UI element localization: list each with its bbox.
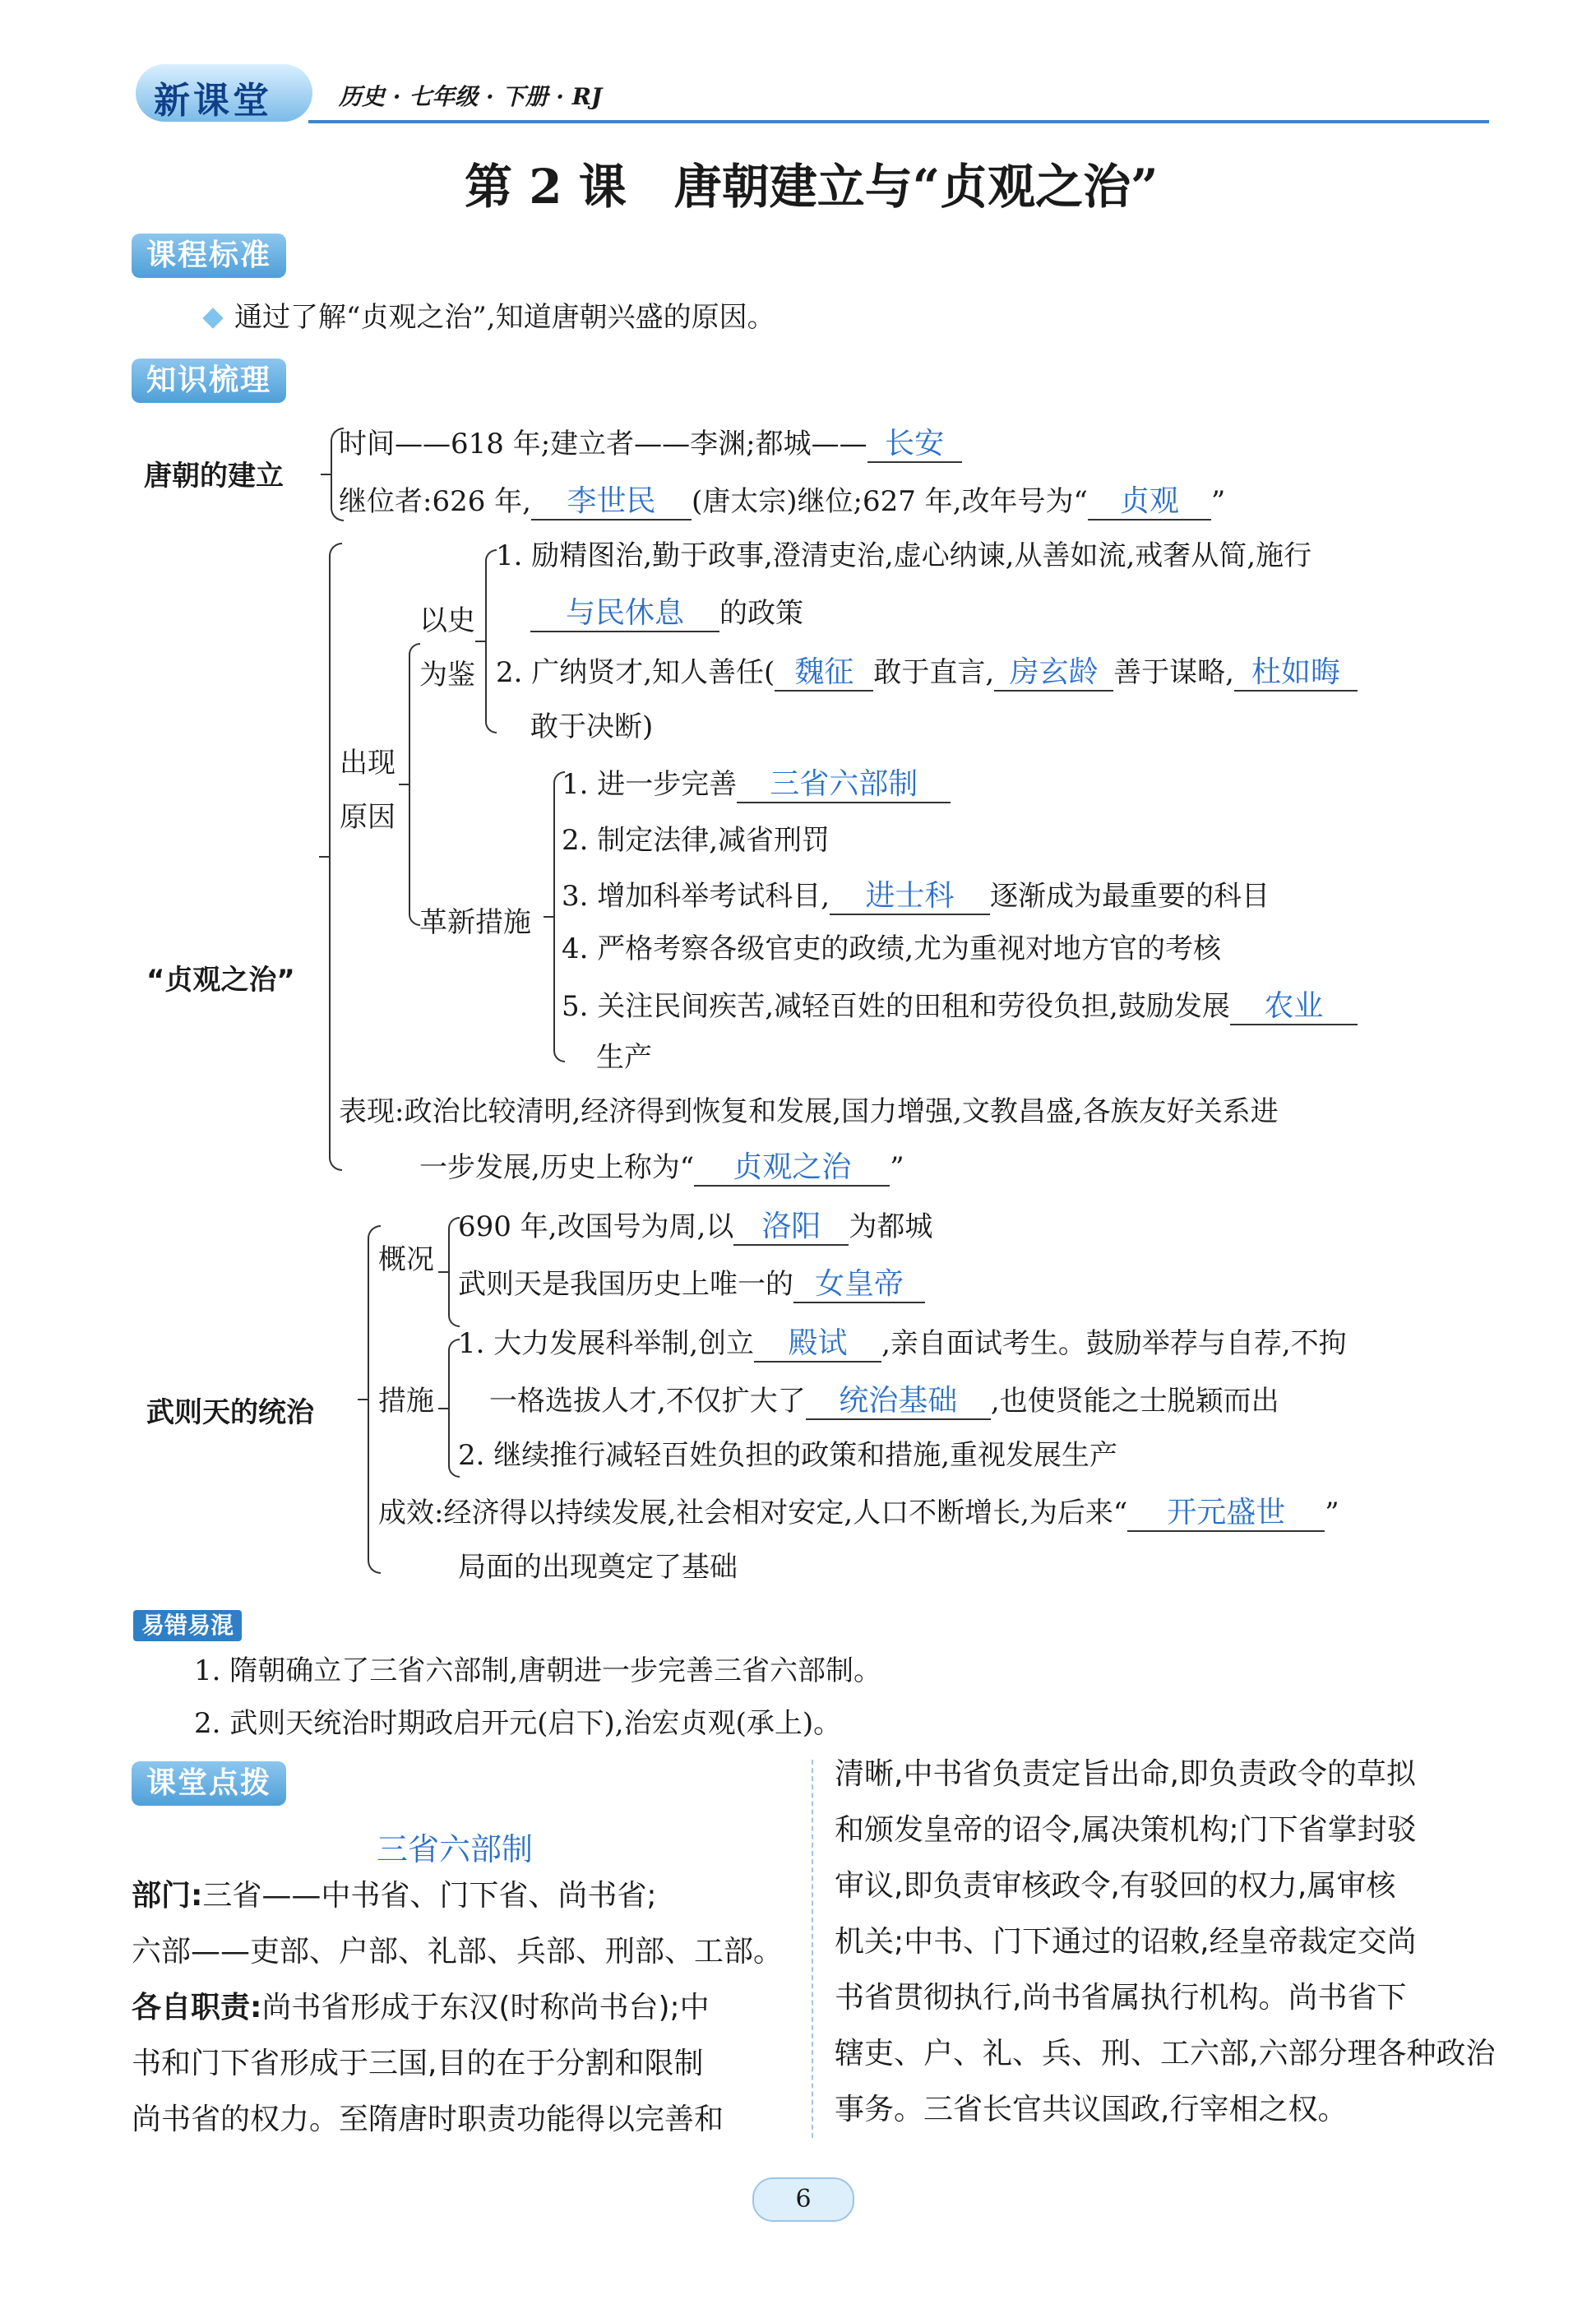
answer-zhenguanzhizhi: 贞观之治 — [694, 1150, 890, 1187]
guide-duty-label: 各自职责: — [132, 1991, 262, 2024]
reform-item-1-text: 1. 进一步完善 — [562, 768, 738, 801]
brace-cause — [409, 643, 420, 926]
measures-item-1a-text-b: ,亲自面试考生。鼓励举荐与自荐,不拘 — [881, 1327, 1347, 1360]
tang-founding-line2-text-c: ” — [1210, 485, 1226, 518]
answer-rest: 与民休息 — [530, 596, 719, 632]
performance-line2-text: 一步发展,历史上称为“ — [419, 1151, 695, 1184]
reform-item-5a-text: 5. 关注民间疾苦,减轻百姓的田租和劳役负担,鼓励发展 — [562, 990, 1230, 1023]
brace-zhenguan — [329, 543, 342, 1171]
reform-item-3-text-a: 3. 增加科举考试科目, — [562, 880, 830, 913]
history-item-2a-text: 2. 广纳贤才,知人善任( — [496, 656, 775, 689]
answer-nvhuangdi: 女皇帝 — [793, 1267, 925, 1303]
effect-line1 — [378, 1493, 1339, 1533]
measures-item-1b-text: 一格选拔人才,不仅扩大了 — [489, 1385, 806, 1418]
guide-subtitle: 三省六部制 — [377, 1831, 534, 1867]
reform-item-3-text-b: 逐渐成为最重要的科目 — [990, 880, 1270, 913]
overview-item-2 — [458, 1265, 925, 1304]
effect-line1-end: ” — [1325, 1497, 1339, 1529]
guide-left-line-2: 尚书省的权力。至隋唐时职责功能得以完善和 — [132, 2103, 724, 2136]
tang-founding-line2-text-a: 继位者:626 年, — [339, 485, 531, 518]
reform-label: 革新措施 — [419, 906, 531, 939]
guide-duty-text: 尚书省形成于东汉(时称尚书台);中 — [261, 1991, 710, 2024]
answer-jinshike: 进士科 — [830, 879, 990, 915]
standard-text: 通过了解“贞观之治”,知道唐朝兴盛的原因。 — [234, 301, 775, 334]
answer-weizheng: 魏征 — [775, 655, 873, 692]
answer-sanshengliubu: 三省六部制 — [737, 767, 951, 803]
measures-item-2: 2. 继续推行减轻百姓负担的政策和措施,重视发展生产 — [458, 1439, 1118, 1472]
cause-label: 出现原因 — [340, 747, 396, 834]
mistake-item-1: 1. 隋朝确立了三省六部制,唐朝进一步完善三省六部制。 — [194, 1654, 882, 1687]
overview-item-2-text: 武则天是我国历史上唯一的 — [458, 1268, 793, 1301]
guide-dept-label: 部门: — [132, 1879, 203, 1913]
guide-dept-line2: 六部——吏部、户部、礼部、兵部、刑部、工部。 — [132, 1935, 784, 1969]
section-badge-mistakes — [133, 1610, 242, 1641]
header-rule — [308, 120, 1489, 123]
history-item-2b: 敢于决断) — [530, 710, 654, 743]
page-title: 第 2 课 唐朝建立与“贞观之治” — [465, 159, 1159, 215]
measures-label: 措施 — [378, 1385, 434, 1418]
history-item-1b — [530, 594, 803, 633]
performance-line1: 表现:政治比较清明,经济得到恢复和发展,国力增强,文教昌盛,各族友好关系进 — [339, 1095, 1279, 1128]
history-item-2a — [496, 653, 1358, 692]
history-item-1b-text: 的政策 — [719, 597, 803, 630]
measures-item-1b-text-b: ,也使贤能之士脱颖而出 — [990, 1385, 1279, 1418]
node-tang-founding: 唐朝的建立 — [144, 460, 284, 493]
measures-item-1a — [458, 1324, 1347, 1363]
page-number: 6 — [795, 2185, 812, 2214]
overview-item-1-text-b: 为都城 — [849, 1210, 933, 1243]
guide-right-line-6: 辖吏、户、礼、兵、刑、工六部,六部分理各种政治 — [835, 2037, 1496, 2070]
effect-line1-text: 成效:经济得以持续发展,社会相对安定,人口不断增长,为后来“ — [378, 1497, 1128, 1529]
answer-luoyang: 洛阳 — [733, 1210, 849, 1246]
tang-founding-line1 — [339, 424, 962, 464]
guide-dept-text: 三省——中书省、门下省、尚书省; — [202, 1879, 657, 1913]
reform-item-4: 4. 严格考察各级官吏的政绩,尤为重视对地方官的考核 — [562, 932, 1222, 965]
reform-item-1 — [562, 765, 951, 804]
overview-label: 概况 — [378, 1243, 434, 1276]
column-divider — [812, 1760, 813, 2138]
answer-changan: 长安 — [867, 427, 962, 463]
effect-line2: 局面的出现奠定了基础 — [458, 1551, 738, 1584]
tang-founding-line1-text: 时间——618 年;建立者——李渊;都城—— — [339, 428, 867, 460]
guide-duty-line1 — [132, 1980, 806, 2036]
history-label: 以史为鉴 — [419, 604, 475, 692]
answer-tongzhijichu: 统治基础 — [806, 1384, 991, 1420]
section-badge-mistakes-label: 易错易混 — [141, 1612, 234, 1639]
guide-right-column — [835, 1747, 1496, 2138]
history-item-2a-text-c: 善于谋略, — [1113, 656, 1234, 689]
header-subtitle: 历史 · 七年级 · 下册 · RJ — [339, 83, 603, 110]
brace-history — [485, 549, 497, 733]
reform-item-2: 2. 制定法律,减省刑罚 — [562, 824, 830, 857]
tang-founding-line2 — [339, 482, 1225, 521]
performance-line2-end: ” — [890, 1151, 904, 1184]
node-zhenguan: “贞观之治” — [146, 964, 295, 997]
measures-item-1a-text: 1. 大力发展科举制,创立 — [458, 1327, 755, 1360]
overview-item-1 — [458, 1207, 932, 1247]
section-badge-standard: 课程标准 — [132, 234, 286, 278]
guide-right-line-2: 和颁发皇帝的诏令,属决策机构;门下省掌封驳 — [835, 1813, 1417, 1847]
guide-right-line-3: 审议,即负责审核政令,有驳回的权力,属审核 — [835, 1869, 1396, 1903]
answer-zhenguan: 贞观 — [1088, 484, 1211, 521]
guide-right-line-4: 机关;中书、门下通过的诏敕,经皇帝裁定交尚 — [835, 1925, 1417, 1959]
answer-dianshi: 殿试 — [754, 1326, 881, 1363]
page-number-cloud — [752, 2177, 854, 2222]
section-badge-guide: 课堂点拨 — [132, 1761, 286, 1806]
bullet-diamond-icon — [202, 308, 223, 328]
guide-dept-line1 — [132, 1868, 806, 1924]
overview-item-1-text-a: 690 年,改国号为周,以 — [458, 1210, 734, 1243]
answer-lishimin: 李世民 — [531, 484, 692, 521]
header-logo — [136, 64, 312, 122]
performance-line2 — [419, 1148, 904, 1187]
reform-item-3 — [562, 877, 1270, 916]
answer-kaiyuan: 开元盛世 — [1127, 1496, 1325, 1532]
tang-founding-line2-text-b: (唐太宗)继位;627 年,改年号为“ — [691, 485, 1088, 518]
answer-duruhui: 杜如晦 — [1234, 655, 1358, 692]
section-badge-knowledge: 知识梳理 — [132, 359, 286, 403]
brand-title: 新课堂 — [154, 80, 272, 122]
measures-item-1b — [489, 1381, 1279, 1421]
reform-item-5a — [562, 987, 1358, 1026]
guide-right-line-1: 清晰,中书省负责定旨出命,即负责政令的草拟 — [835, 1757, 1416, 1791]
node-wuzetian: 武则天的统治 — [146, 1396, 314, 1429]
mistake-item-2: 2. 武则天统治时期政启开元(启下),治宏贞观(承上)。 — [194, 1707, 842, 1740]
history-item-2a-text-b: 敢于直言, — [873, 656, 995, 689]
history-item-1a: 1. 励精图治,勤于政事,澄清吏治,虚心纳谏,从善如流,戒奢从简,施行 — [496, 539, 1312, 572]
guide-left-line-1: 书和门下省形成于三国,目的在于分割和限制 — [132, 2047, 704, 2080]
answer-nongye: 农业 — [1230, 989, 1358, 1025]
answer-fangxuanling: 房玄龄 — [994, 655, 1113, 692]
guide-right-line-7: 事务。三省长官共议国政,行宰相之权。 — [835, 2093, 1348, 2126]
guide-right-line-5: 书省贯彻执行,尚书省属执行机构。尚书省下 — [835, 1981, 1407, 2015]
guide-left-column — [132, 1868, 806, 2148]
reform-item-5b: 生产 — [596, 1041, 652, 1074]
